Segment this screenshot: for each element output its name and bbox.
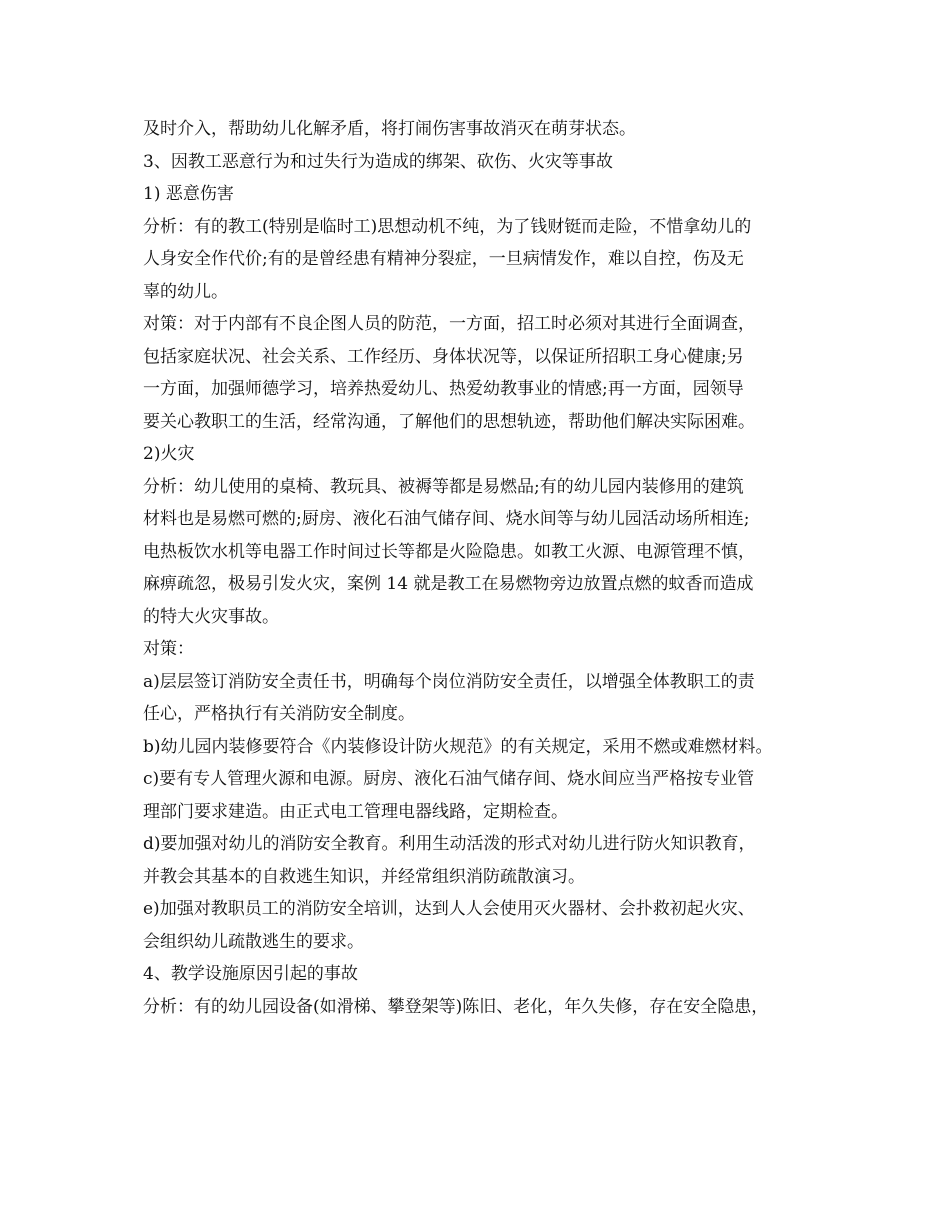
text-line: 3、因教工恶意行为和过失行为造成的绑架、砍伤、火灾等事故 bbox=[143, 151, 613, 172]
text-line: 一方面，加强师德学习，培养热爱幼儿、热爱幼教事业的情感;再一方面，园领导 bbox=[143, 379, 744, 399]
text-line: 会组织幼儿疏散逃生的要求。 bbox=[143, 931, 364, 952]
text-line: 及时介入，帮助幼儿化解矛盾，将打闹伤害事故消灭在萌芽状态。 bbox=[143, 119, 636, 139]
text-line: c)要有专人管理火源和电源。厨房、液化石油气储存间、烧水间应当严格按专业管 bbox=[143, 769, 755, 789]
text-line: 2)火灾 bbox=[143, 444, 195, 464]
text-line: 要关心教职工的生活，经常沟通，了解他们的思想轨迹，帮助他们解决实际困难。 bbox=[143, 411, 755, 432]
text-line: 包括家庭状况、社会关系、工作经历、身体状况等，以保证所招职工身心健康;另 bbox=[143, 346, 744, 367]
text-line: 并教会其基本的自救逃生知识，并经常组织消防疏散演习。 bbox=[143, 866, 585, 887]
text-line: 麻痹疏忽，极易引发火灾，案例 14 就是教工在易燃物旁边放置点燃的蚊香而造成 bbox=[143, 574, 754, 594]
text-line: 理部门要求建造。由正式电工管理电器线路，定期检查。 bbox=[143, 801, 568, 822]
text-line: d)要加强对幼儿的消防安全教育。利用生动活泼的形式对幼儿进行防火知识教育， bbox=[143, 834, 756, 854]
text-line: a)层层签订消防安全责任书，明确每个岗位消防安全责任，以增强全体教职工的责 bbox=[143, 671, 755, 692]
text-line: 的特大火灾事故。 bbox=[143, 606, 279, 627]
text-line: 辜的幼儿。 bbox=[143, 281, 228, 302]
text-line: 分析：有的教工(特别是临时工)思想动机不纯，为了钱财铤而走险，不惜拿幼儿的 bbox=[143, 216, 752, 237]
document-body bbox=[143, 113, 833, 1023]
text-line: 分析：幼儿使用的桌椅、教玩具、被褥等都是易燃品;有的幼儿园内装修用的建筑 bbox=[143, 476, 744, 497]
text-line: e)加强对教职员工的消防安全培训，达到人人会使用灭火器材、会扑救初起火灾、 bbox=[143, 899, 755, 919]
text-line: 分析：有的幼儿园设备(如滑梯、攀登架等)陈旧、老化，年久失修，存在安全隐患， bbox=[143, 996, 769, 1017]
text-line: b)幼儿园内装修要符合《内装修设计防火规范》的有关规定，采用不燃或难燃材料。 bbox=[143, 736, 773, 757]
text-line: 对策： bbox=[143, 639, 194, 659]
text-line: 对策：对于内部有不良企图人员的防范，一方面，招工时必须对其进行全面调查， bbox=[143, 314, 755, 334]
text-line: 材料也是易燃可燃的;厨房、液化石油气储存间、烧水间等与幼儿园活动场所相连; bbox=[143, 509, 750, 529]
text-line: 电热板饮水机等电器工作时间过长等都是火险隐患。如教工火源、电源管理不慎， bbox=[143, 541, 755, 562]
text-line: 1) 恶意伤害 bbox=[143, 184, 234, 204]
text-line: 人身安全作代价;有的是曾经患有精神分裂症，一旦病情发作，难以自控，伤及无 bbox=[143, 249, 744, 269]
text-line: 任心，严格执行有关消防安全制度。 bbox=[143, 704, 415, 724]
text-line: 4、教学设施原因引起的事故 bbox=[143, 964, 358, 984]
